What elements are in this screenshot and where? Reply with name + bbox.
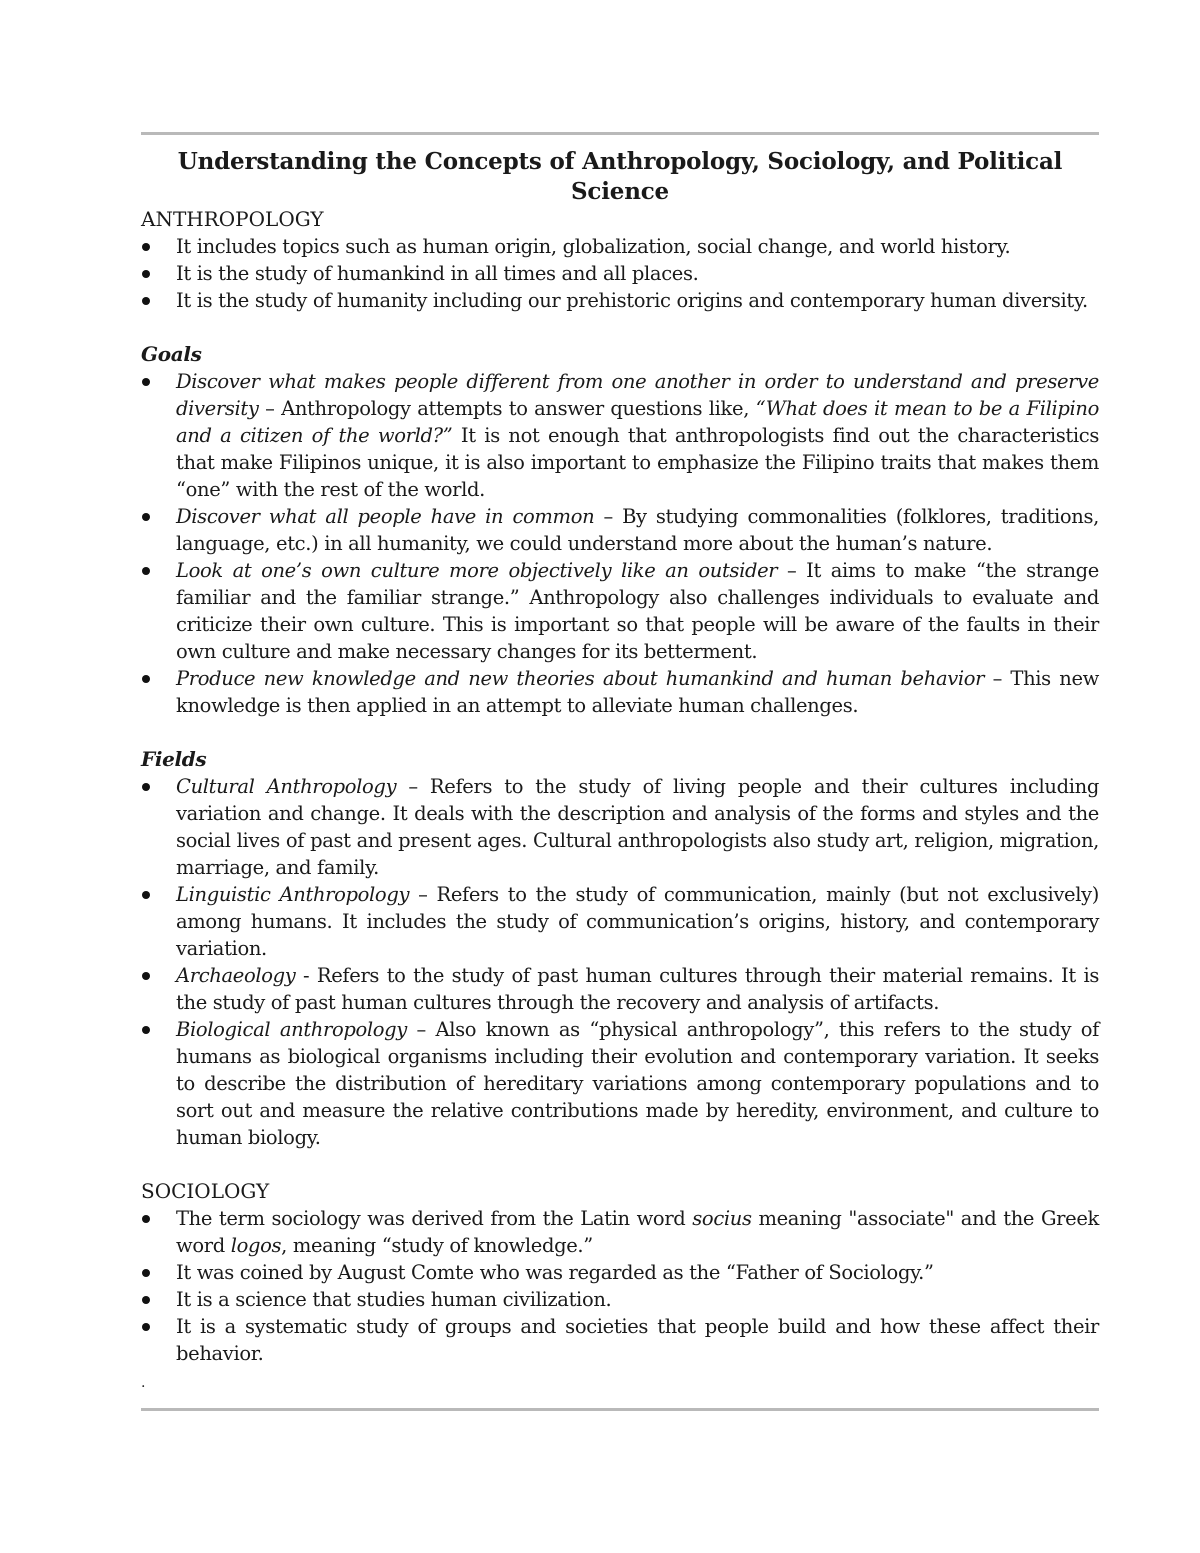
goals-heading: Goals — [141, 342, 202, 366]
field-text: – Refers to the study of living people and their cultures including variation and change. It deals with the description and analysis of the forms and styles and the social lives of past and present ages. Cultural anthropologists also study art, religion, migration, marriage, and family. — [176, 775, 1099, 879]
list-item: It includes topics such as human origin, globalization, social change, and world history. — [141, 233, 1099, 260]
goal-text: It is not enough that anthropologists find out the characteristics that make Filipinos unique, it is also important to emphasize the Filipino traits that makes them “one” with the rest of the world. — [176, 424, 1099, 501]
sociology-text: meaning "associate" and the Greek word — [176, 1207, 1099, 1257]
greek-term: logos — [230, 1234, 282, 1257]
field-text: – Also known as “physical anthropology”, this refers to the study of humans as biological organisms including their evolution and contemporary variation. It seeks to describe the distribution of hereditary variations among contemporary populations and to sort out and measure the relative contributions made by heredity, environment, and culture to human biology. — [176, 1018, 1099, 1149]
goals-list — [141, 368, 1099, 719]
list-item — [141, 962, 1099, 1016]
goal-text: – Anthropology attempts to answer questions like, — [258, 397, 756, 420]
sociology-text: , meaning “study of knowledge.” — [281, 1234, 593, 1257]
list-item — [141, 773, 1099, 881]
goal-text: – It aims to make “the strange familiar and the familiar strange.” Anthropology also challenges individuals to evaluate and criticize their own culture. This is important so that people will be aware of the faults in their own culture and make necessary changes for its betterment. — [176, 559, 1100, 663]
bottom-rule — [141, 1408, 1099, 1411]
list-item — [141, 1205, 1099, 1259]
fields-heading: Fields — [141, 747, 207, 771]
sociology-heading: SOCIOLOGY — [141, 1179, 270, 1203]
field-term: Biological anthropology — [176, 1018, 407, 1041]
document-body — [141, 206, 1099, 1367]
top-rule — [141, 132, 1099, 135]
goal-quote: “What does it mean to be a Filipino and a citizen of the world?” — [176, 397, 1099, 447]
goal-term: Discover what all people have in common — [176, 505, 595, 528]
field-term: Archaeology — [176, 964, 296, 987]
list-item: It is a systematic study of groups and societies that people build and how these affect their behavior. — [141, 1313, 1099, 1367]
field-term: Linguistic Anthropology — [176, 883, 410, 906]
list-item: It is the study of humankind in all times and all places. — [141, 260, 1099, 287]
anthropology-intro-list — [141, 233, 1099, 314]
page-title: Understanding the Concepts of Anthropology, Sociology, and Political Science — [177, 148, 1063, 205]
goal-term: Produce new knowledge and new theories about humankind and human behavior — [176, 667, 985, 690]
list-item: It is a science that studies human civilization. — [141, 1286, 1099, 1313]
sociology-text: The term sociology was derived from the Latin word — [176, 1207, 693, 1230]
list-item — [141, 1016, 1099, 1151]
goal-term: Look at one’s own culture more objectively like an outsider — [176, 559, 778, 582]
list-item — [141, 503, 1099, 557]
list-item — [141, 881, 1099, 962]
anthropology-heading: ANTHROPOLOGY — [141, 207, 324, 231]
list-item — [141, 368, 1099, 503]
list-item: It was coined by August Comte who was regarded as the “Father of Sociology.” — [141, 1259, 1099, 1286]
goal-text: – By studying commonalities (folklores, traditions, language, etc.) in all humanity, we could understand more about the human’s nature. — [176, 505, 1099, 555]
field-term: Cultural Anthropology — [176, 775, 397, 798]
list-item — [141, 557, 1099, 665]
list-item — [141, 665, 1099, 719]
field-text: - Refers to the study of past human cultures through their material remains. It is the study of past human cultures through the recovery and analysis of artifacts. — [176, 964, 1099, 1014]
sociology-list — [141, 1205, 1099, 1367]
stray-mark: . — [141, 1375, 146, 1391]
list-item: It is the study of humanity including our prehistoric origins and contemporary human diversity. — [141, 287, 1099, 314]
latin-term: socius — [692, 1207, 752, 1230]
field-text: – Refers to the study of communication, mainly (but not exclusively) among humans. It includes the study of communication’s origins, history, and contemporary variation. — [176, 883, 1100, 960]
goal-text: – This new knowledge is then applied in an attempt to alleviate human challenges. — [176, 667, 1099, 717]
fields-list — [141, 773, 1099, 1151]
goal-term: Discover what makes people different from one another in order to understand and preserve diversity — [176, 370, 1099, 420]
